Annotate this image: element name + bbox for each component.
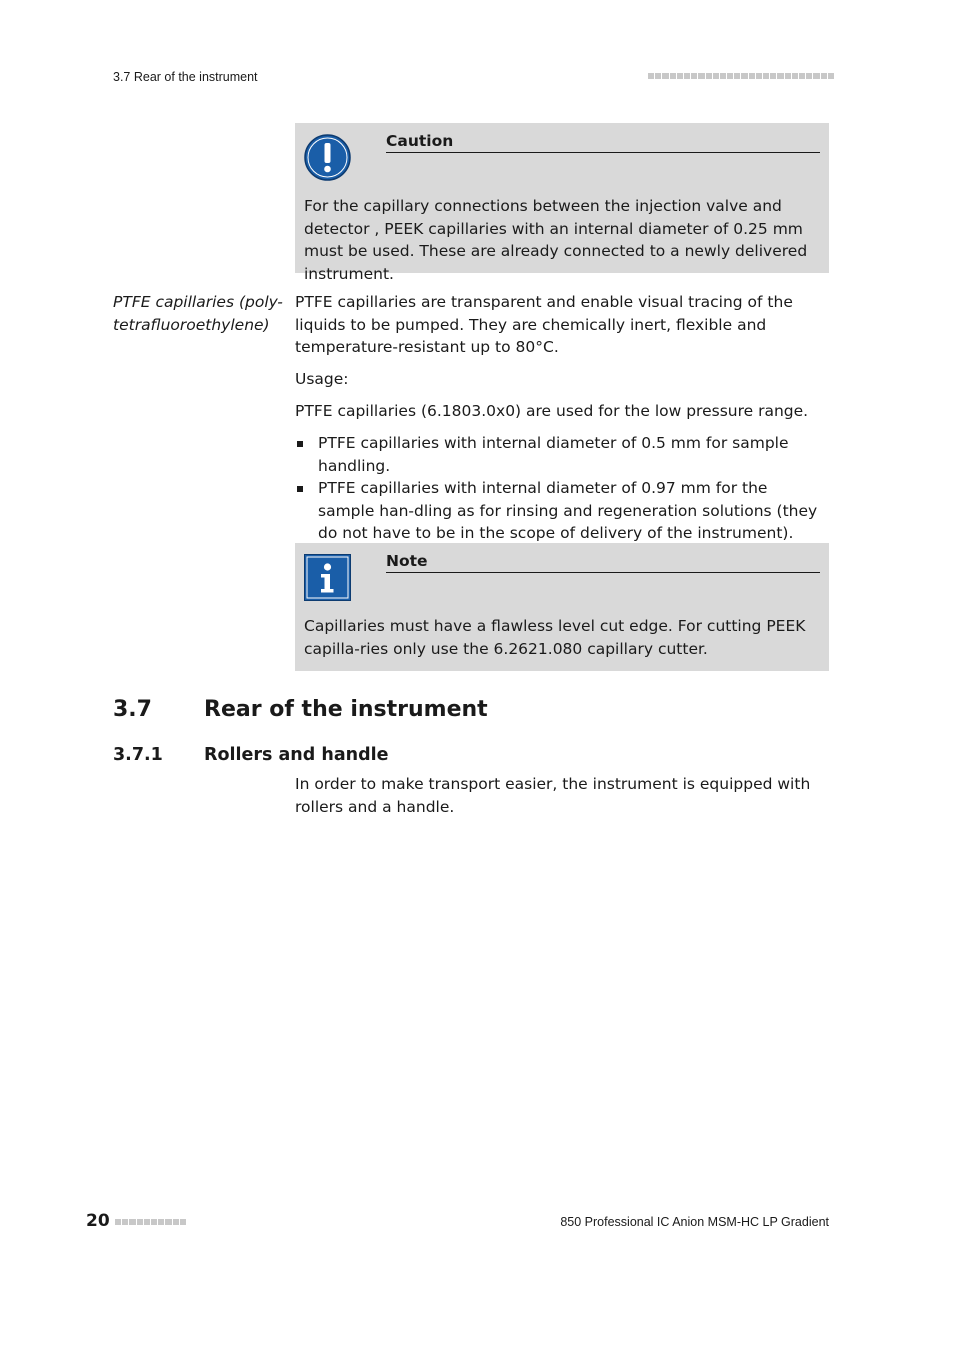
caution-text: For the capillary connections between the injection valve and detector , PEEK capillaries with an internal diameter of 0.25 mm must be used. These are already connected to a newly delivered instrument. (304, 197, 808, 283)
usage-label: Usage: (295, 370, 349, 388)
list-item: PTFE capillaries with internal diameter of 0.5 mm for sample handling. (295, 432, 825, 477)
caution-box (295, 123, 829, 283)
ptfe-bullet-list (295, 432, 825, 545)
running-header: 3.7 Rear of the instrument (113, 70, 258, 84)
subsection-heading (113, 745, 389, 765)
section-heading (113, 697, 488, 722)
ptfe-intro: PTFE capillaries are transparent and enable visual tracing of the liquids to be pumped. They are chemically inert, flexible and temperature-resistant up to 80°C. (295, 293, 793, 356)
subsection-text: In order to make transport easier, the instrument is equipped with rollers and a handle. (295, 775, 811, 816)
section-number: 3.7 (113, 697, 152, 722)
note-title: Note (386, 552, 820, 573)
caution-title: Caution (386, 132, 820, 153)
subsection-title: Rollers and handle (204, 745, 389, 765)
product-name: 850 Professional IC Anion MSM-HC LP Gradient (560, 1215, 829, 1229)
subsection-number: 3.7.1 (113, 745, 163, 765)
section-title: Rear of the instrument (204, 697, 488, 722)
ptfe-side-label: PTFE capillaries (poly-tetrafluoroethylene) (113, 293, 283, 334)
info-icon (304, 554, 351, 601)
usage-text: PTFE capillaries (6.1803.0x0) are used for the low pressure range. (295, 402, 809, 420)
exclamation-icon (304, 134, 351, 181)
header-decoration (648, 73, 834, 79)
note-box (295, 543, 829, 671)
footer-decoration (115, 1219, 186, 1225)
note-text: Capillaries must have a flawless level cut edge. For cutting PEEK capilla-ries only use the 6.2621.080 capillary cutter. (304, 617, 806, 658)
page-number: 20 (86, 1211, 110, 1231)
list-item: PTFE capillaries with internal diameter of 0.97 mm for the sample han-dling as for rinsing and regeneration solutions (they do not have to be in the scope of delivery of the instrument). (295, 477, 825, 545)
